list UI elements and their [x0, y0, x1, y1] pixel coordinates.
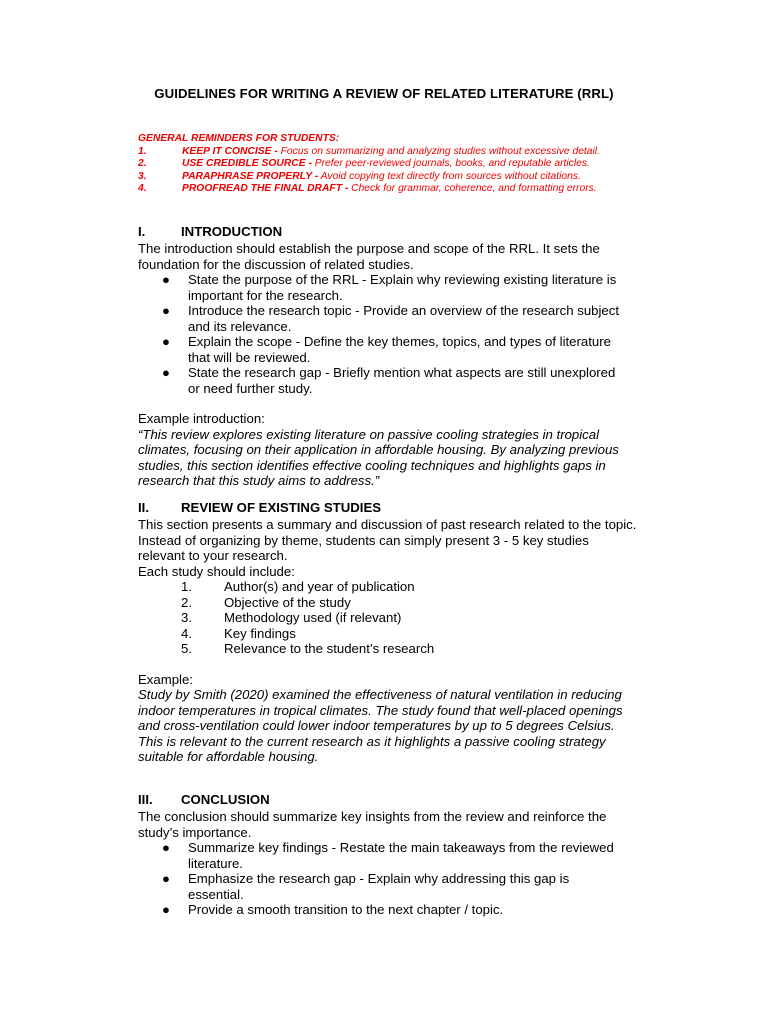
- bullet-icon: ●: [162, 365, 170, 380]
- section-introduction: [138, 224, 638, 489]
- list-item: [138, 365, 628, 396]
- list-item: [138, 595, 638, 611]
- reminder-item: [138, 183, 738, 196]
- reminder-number: 4.: [138, 183, 147, 195]
- list-item: [138, 334, 628, 365]
- list-item: [138, 272, 628, 303]
- list-item-text: Provide a smooth transition to the next chapter / topic.: [188, 902, 504, 917]
- bullet-icon: ●: [162, 334, 170, 349]
- reminder-label: PARAPHRASE PROPERLY -: [182, 170, 319, 182]
- reminder-label: PROOFREAD THE FINAL DRAFT -: [182, 183, 349, 195]
- list-item: [138, 902, 628, 918]
- list-item-text: Author(s) and year of publication: [224, 579, 415, 594]
- section-heading: [138, 224, 638, 241]
- section-number: II.: [138, 500, 149, 515]
- list-item-text: Emphasize the research gap - Explain why addressing this gap is essential.: [188, 871, 570, 902]
- list-item-text: State the purpose of the RRL - Explain why reviewing existing literature is important for the research.: [188, 272, 617, 303]
- reminders-heading: GENERAL REMINDERS FOR STUDENTS:: [138, 133, 340, 144]
- list-item: [138, 641, 638, 657]
- reminder-item: [138, 146, 738, 159]
- general-reminders: [138, 133, 738, 196]
- reminder-label: USE CREDIBLE SOURCE -: [182, 158, 312, 170]
- reminder-number: 1.: [138, 145, 147, 157]
- section-heading: [138, 500, 638, 517]
- section-review: [138, 500, 638, 765]
- section-number: I.: [138, 224, 146, 239]
- list-item-text: Key findings: [224, 625, 296, 641]
- bullet-list: [138, 272, 638, 396]
- bullet-icon: ●: [162, 303, 170, 318]
- bullet-icon: ●: [162, 902, 170, 917]
- list-number: 1.: [181, 579, 192, 594]
- bullet-list: [138, 840, 638, 918]
- list-item-text: State the research gap - Briefly mention what aspects are still unexplored or need further study.: [188, 365, 616, 396]
- reminder-text: Focus on summarizing and analyzing studies without excessive detail.: [277, 145, 600, 157]
- list-item: [138, 303, 628, 334]
- list-number: 4.: [181, 625, 192, 641]
- reminder-text: Prefer peer-reviewed journals, books, and reputable articles.: [311, 158, 590, 170]
- reminder-number: 2.: [138, 158, 147, 170]
- section-number: III.: [138, 792, 153, 807]
- numbered-list: [138, 579, 638, 657]
- bullet-icon: ●: [162, 840, 170, 855]
- reminder-number: 3.: [138, 170, 147, 182]
- list-item-text: Summarize key findings - Restate the main takeaways from the reviewed literature.: [188, 840, 614, 871]
- list-item-text: Objective of the study: [224, 594, 351, 610]
- reminder-label: KEEP IT CONCISE -: [182, 145, 278, 157]
- reminder-item: [138, 171, 738, 184]
- section-paragraph: The conclusion should summarize key insights from the review and reinforce the study’s importance.: [138, 809, 607, 840]
- page-title: GUIDELINES FOR WRITING A REVIEW OF RELATED LITERATURE (RRL): [154, 86, 614, 101]
- list-item-text: Relevance to the student’s research: [224, 641, 435, 656]
- list-item: [138, 871, 628, 902]
- list-number: 5.: [181, 641, 192, 656]
- example-text: “This review explores existing literature on passive cooling strategies in tropical climates, focusing on their application in affordable housing. By analyzing previous studies, this section identifies effective cooling techniques and highlights gaps in research that this study aims to address.”: [138, 426, 619, 488]
- list-item: [138, 579, 638, 595]
- example-label: Example introduction:: [138, 411, 265, 426]
- section-heading: [138, 792, 638, 809]
- list-number: 2.: [181, 594, 192, 610]
- list-item: [138, 626, 638, 642]
- section-paragraph: This section presents a summary and discussion of past research related to the topic. Instead of organizing by theme, students can simply present 3 - 5 key studies relevant to your research.: [138, 517, 637, 563]
- list-item-text: Introduce the research topic - Provide an overview of the research subject and its relevance.: [188, 303, 620, 334]
- include-label: Each study should include:: [138, 563, 295, 579]
- section-title: REVIEW OF EXISTING STUDIES: [181, 500, 382, 515]
- list-item: [138, 840, 628, 871]
- example-label: Example:: [138, 671, 193, 687]
- section-paragraph: The introduction should establish the purpose and scope of the RRL. It sets the foundation for the discussion of related studies.: [138, 241, 600, 272]
- example-text: Study by Smith (2020) examined the effectiveness of natural ventilation in reducing indoor temperatures in tropical climates. The study found that well-placed openings and cross-ventilation could lower indoor temperatures by up to 5 degrees Celsius. This is relevant to the current research as it highlights a passive cooling strategy suitable for affordable housing.: [138, 687, 623, 764]
- bullet-icon: ●: [162, 272, 170, 287]
- section-title: INTRODUCTION: [181, 224, 283, 239]
- section-title: CONCLUSION: [181, 792, 270, 807]
- list-item-text: Methodology used (if relevant): [224, 610, 402, 625]
- section-conclusion: [138, 792, 638, 918]
- reminder-item: [138, 158, 738, 171]
- reminder-text: Check for grammar, coherence, and formatting errors.: [348, 183, 597, 195]
- bullet-icon: ●: [162, 871, 170, 886]
- list-number: 3.: [181, 610, 192, 625]
- list-item-text: Explain the scope - Define the key themes, topics, and types of literature that will be reviewed.: [188, 334, 611, 365]
- list-item: [138, 610, 638, 626]
- reminder-text: Avoid copying text directly from sources without citations.: [318, 170, 581, 182]
